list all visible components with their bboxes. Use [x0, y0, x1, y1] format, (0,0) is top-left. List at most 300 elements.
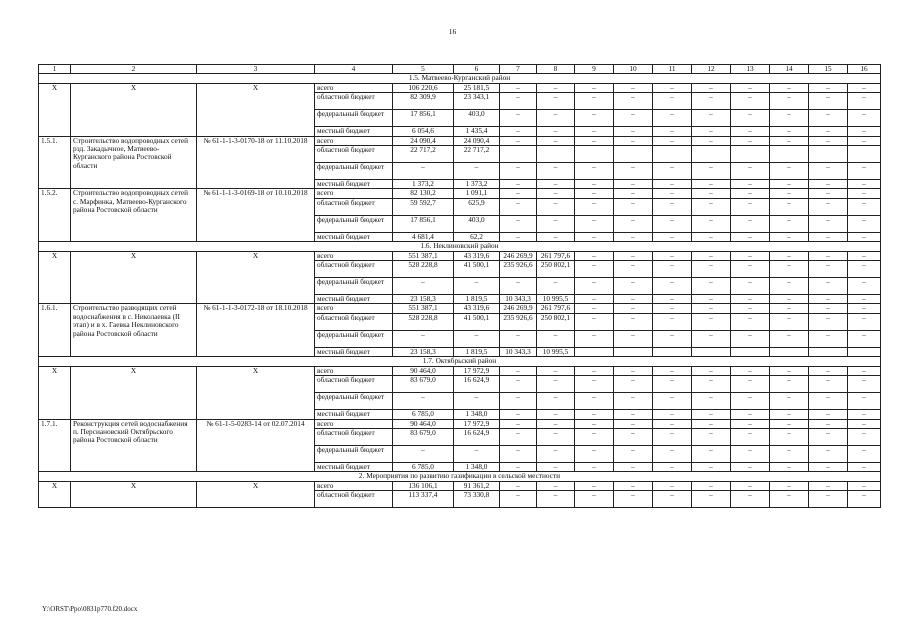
amount-cell: –	[614, 295, 653, 304]
column-number: 15	[809, 65, 848, 74]
amount-cell: –	[731, 232, 770, 241]
amount-cell: –	[770, 83, 809, 92]
amount-cell: –	[770, 110, 809, 127]
amount-cell: –	[692, 313, 731, 330]
amount-cell: 113 337,4	[393, 491, 454, 508]
amount-cell: –	[653, 163, 692, 180]
amount-cell: –	[614, 491, 653, 508]
amount-cell: –	[575, 189, 614, 198]
funding-source: всего	[315, 136, 393, 145]
amount-cell: 10 995,5	[537, 295, 575, 304]
amount-cell: 83 679,0	[393, 376, 454, 393]
amount-cell	[848, 347, 881, 356]
amount-cell: –	[731, 330, 770, 347]
amount-cell: –	[575, 410, 614, 419]
item-number: Х	[39, 481, 71, 507]
section-heading-row	[39, 74, 881, 83]
amount-cell: –	[848, 163, 881, 180]
amount-cell: –	[848, 232, 881, 241]
funding-source: федеральный бюджет	[315, 278, 393, 295]
amount-cell: –	[454, 278, 500, 295]
amount-cell: –	[848, 304, 881, 313]
column-number: 9	[575, 65, 614, 74]
table-row	[39, 481, 881, 490]
amount-cell: –	[731, 215, 770, 232]
amount-cell: –	[809, 261, 848, 278]
amount-cell: 6 054,6	[393, 127, 454, 136]
section-heading-row	[39, 242, 881, 251]
section-heading-row	[39, 357, 881, 366]
amount-cell: –	[731, 313, 770, 330]
amount-cell: –	[848, 180, 881, 189]
amount-cell: 528 228,8	[393, 313, 454, 330]
column-number: 12	[692, 65, 731, 74]
amount-cell: 23 158,3	[393, 347, 454, 356]
table-row	[39, 366, 881, 375]
amount-cell: –	[848, 445, 881, 462]
amount-cell: –	[731, 180, 770, 189]
amount-cell: –	[614, 278, 653, 295]
amount-cell: –	[575, 136, 614, 145]
amount-cell: –	[653, 215, 692, 232]
amount-cell: –	[614, 481, 653, 490]
amount-cell: –	[614, 462, 653, 471]
object-name: Х	[71, 251, 197, 304]
amount-cell: –	[809, 251, 848, 260]
amount-cell: –	[653, 330, 692, 347]
page-number: 16	[448, 27, 457, 36]
funding-source: местный бюджет	[315, 347, 393, 356]
amount-cell: –	[537, 180, 575, 189]
amount-cell: –	[692, 376, 731, 393]
amount-cell: –	[809, 304, 848, 313]
amount-cell: –	[692, 189, 731, 198]
amount-cell: –	[500, 127, 537, 136]
amount-cell: –	[731, 189, 770, 198]
amount-cell: –	[731, 462, 770, 471]
amount-cell: –	[393, 278, 454, 295]
amount-cell: –	[692, 232, 731, 241]
amount-cell: –	[653, 304, 692, 313]
amount-cell: –	[848, 110, 881, 127]
amount-cell: –	[454, 445, 500, 462]
amount-cell: 551 387,1	[393, 251, 454, 260]
amount-cell: –	[848, 330, 881, 347]
amount-cell: –	[731, 481, 770, 490]
amount-cell: –	[575, 278, 614, 295]
amount-cell: –	[770, 261, 809, 278]
amount-cell: 1 373,2	[454, 180, 500, 189]
amount-cell: 62,2	[454, 232, 500, 241]
amount-cell: –	[809, 232, 848, 241]
amount-cell: –	[809, 127, 848, 136]
amount-cell: –	[770, 491, 809, 508]
amount-cell: –	[770, 330, 809, 347]
expert-conclusion: Х	[197, 83, 315, 136]
amount-cell: –	[809, 278, 848, 295]
amount-cell: –	[848, 393, 881, 410]
amount-cell: –	[500, 428, 537, 445]
amount-cell: –	[614, 330, 653, 347]
funding-source: областной бюджет	[315, 376, 393, 393]
amount-cell: –	[537, 330, 575, 347]
amount-cell: 403,0	[454, 110, 500, 127]
column-number: 1	[39, 65, 71, 74]
amount-cell: –	[537, 376, 575, 393]
table-row	[39, 136, 881, 145]
amount-cell: –	[575, 419, 614, 428]
amount-cell: –	[537, 232, 575, 241]
amount-cell: –	[575, 215, 614, 232]
amount-cell: –	[770, 251, 809, 260]
column-number: 6	[454, 65, 500, 74]
amount-cell: –	[809, 163, 848, 180]
amount-cell: 250 802,1	[537, 261, 575, 278]
amount-cell: –	[848, 491, 881, 508]
amount-cell: 16 624,9	[454, 376, 500, 393]
item-number: Х	[39, 83, 71, 136]
amount-cell: –	[692, 366, 731, 375]
amount-cell: 10 343,3	[500, 295, 537, 304]
amount-cell: 83 679,0	[393, 428, 454, 445]
amount-cell: 25 181,5	[454, 83, 500, 92]
amount-cell: –	[575, 83, 614, 92]
amount-cell: –	[537, 462, 575, 471]
amount-cell: –	[848, 83, 881, 92]
amount-cell: –	[692, 127, 731, 136]
amount-cell: –	[692, 215, 731, 232]
amount-cell: –	[770, 366, 809, 375]
amount-cell: –	[614, 127, 653, 136]
amount-cell: –	[575, 313, 614, 330]
amount-cell: –	[731, 491, 770, 508]
funding-source: федеральный бюджет	[315, 445, 393, 462]
amount-cell: –	[537, 215, 575, 232]
amount-cell: –	[848, 428, 881, 445]
amount-cell: –	[848, 215, 881, 232]
table-row	[39, 419, 881, 428]
amount-cell: –	[770, 445, 809, 462]
amount-cell: –	[614, 445, 653, 462]
expert-conclusion: Х	[197, 366, 315, 419]
column-number: 4	[315, 65, 393, 74]
amount-cell: –	[500, 376, 537, 393]
amount-cell: –	[614, 93, 653, 110]
amount-cell: 1 348,0	[454, 410, 500, 419]
amount-cell: –	[692, 393, 731, 410]
column-number: 3	[197, 65, 315, 74]
amount-cell: –	[692, 163, 731, 180]
object-name: Строительство водопроводных сетей рзд. Закадычное, Матвеево-Курганского района Ростовской области	[71, 136, 197, 189]
funding-source: всего	[315, 366, 393, 375]
amount-cell: 90 464,0	[393, 419, 454, 428]
funding-source: местный бюджет	[315, 462, 393, 471]
amount-cell: –	[692, 419, 731, 428]
amount-cell	[614, 347, 653, 356]
amount-cell: –	[809, 180, 848, 189]
amount-cell: –	[575, 393, 614, 410]
amount-cell: –	[500, 491, 537, 508]
amount-cell: –	[731, 304, 770, 313]
amount-cell: –	[770, 410, 809, 419]
amount-cell: –	[848, 462, 881, 471]
table-row	[39, 304, 881, 313]
amount-cell: –	[731, 198, 770, 215]
amount-cell: –	[500, 198, 537, 215]
amount-cell: –	[653, 481, 692, 490]
amount-cell: –	[500, 215, 537, 232]
amount-cell: 528 228,8	[393, 261, 454, 278]
amount-cell: –	[653, 232, 692, 241]
amount-cell: –	[809, 110, 848, 127]
amount-cell: –	[692, 261, 731, 278]
amount-cell: –	[770, 180, 809, 189]
amount-cell: –	[575, 232, 614, 241]
funding-source: федеральный бюджет	[315, 163, 393, 180]
funding-source: областной бюджет	[315, 428, 393, 445]
amount-cell: –	[537, 481, 575, 490]
amount-cell: 10 343,3	[500, 347, 537, 356]
amount-cell: –	[537, 136, 575, 145]
amount-cell: –	[575, 251, 614, 260]
budget-table	[38, 64, 881, 508]
amount-cell: –	[770, 304, 809, 313]
amount-cell: –	[770, 198, 809, 215]
amount-cell: –	[537, 83, 575, 92]
amount-cell: –	[454, 330, 500, 347]
amount-cell: –	[809, 330, 848, 347]
amount-cell: –	[692, 428, 731, 445]
amount-cell: –	[653, 428, 692, 445]
amount-cell: 250 802,1	[537, 313, 575, 330]
amount-cell: –	[770, 215, 809, 232]
amount-cell: 59 592,7	[393, 198, 454, 215]
amount-cell: –	[770, 419, 809, 428]
amount-cell: –	[731, 136, 770, 145]
amount-cell: 1 373,2	[393, 180, 454, 189]
amount-cell: –	[537, 410, 575, 419]
amount-cell: –	[809, 393, 848, 410]
amount-cell: –	[575, 428, 614, 445]
amount-cell: –	[614, 261, 653, 278]
amount-cell: 235 926,6	[500, 313, 537, 330]
amount-cell: –	[500, 163, 537, 180]
item-number: 1.6.1.	[39, 304, 71, 357]
amount-cell: 82 130,2	[393, 189, 454, 198]
amount-cell: –	[454, 163, 500, 180]
amount-cell: –	[770, 93, 809, 110]
amount-cell: –	[575, 462, 614, 471]
amount-cell: 23 343,1	[454, 93, 500, 110]
amount-cell: –	[731, 419, 770, 428]
amount-cell: 246 269,9	[500, 251, 537, 260]
item-number: 1.5.2.	[39, 189, 71, 242]
amount-cell: 22 717,2	[393, 146, 454, 163]
amount-cell: –	[848, 93, 881, 110]
amount-cell: –	[848, 366, 881, 375]
amount-cell: –	[537, 189, 575, 198]
amount-cell: 24 090,4	[393, 136, 454, 145]
amount-cell: 403,0	[454, 215, 500, 232]
amount-cell: –	[809, 198, 848, 215]
amount-cell: –	[848, 189, 881, 198]
amount-cell: –	[731, 278, 770, 295]
amount-cell: –	[848, 313, 881, 330]
funding-source: местный бюджет	[315, 410, 393, 419]
amount-cell: –	[848, 410, 881, 419]
amount-cell: 551 387,1	[393, 304, 454, 313]
amount-cell: –	[537, 419, 575, 428]
amount-cell: –	[614, 215, 653, 232]
amount-cell: 246 269,9	[500, 304, 537, 313]
amount-cell: –	[614, 419, 653, 428]
amount-cell: –	[770, 428, 809, 445]
amount-cell: –	[393, 393, 454, 410]
amount-cell: –	[575, 481, 614, 490]
column-number-row	[39, 65, 881, 74]
amount-cell	[653, 146, 692, 163]
amount-cell: –	[500, 445, 537, 462]
funding-source: федеральный бюджет	[315, 330, 393, 347]
amount-cell: –	[809, 445, 848, 462]
amount-cell: –	[653, 376, 692, 393]
amount-cell: –	[653, 462, 692, 471]
amount-cell: 90 464,0	[393, 366, 454, 375]
amount-cell: –	[809, 462, 848, 471]
amount-cell: –	[809, 428, 848, 445]
amount-cell: –	[500, 189, 537, 198]
amount-cell: –	[848, 127, 881, 136]
amount-cell: –	[500, 481, 537, 490]
amount-cell: 17 856,1	[393, 110, 454, 127]
amount-cell: –	[575, 198, 614, 215]
amount-cell: –	[575, 330, 614, 347]
amount-cell: –	[614, 366, 653, 375]
amount-cell: –	[614, 163, 653, 180]
amount-cell: –	[848, 419, 881, 428]
amount-cell: –	[809, 376, 848, 393]
column-number: 13	[731, 65, 770, 74]
amount-cell: –	[614, 136, 653, 145]
amount-cell: –	[653, 410, 692, 419]
amount-cell	[692, 347, 731, 356]
amount-cell: –	[770, 393, 809, 410]
amount-cell: –	[614, 180, 653, 189]
amount-cell: –	[500, 419, 537, 428]
amount-cell: –	[575, 180, 614, 189]
amount-cell: –	[692, 295, 731, 304]
funding-source: федеральный бюджет	[315, 393, 393, 410]
amount-cell: –	[692, 491, 731, 508]
funding-source: всего	[315, 189, 393, 198]
amount-cell: –	[653, 261, 692, 278]
amount-cell: –	[809, 410, 848, 419]
amount-cell: –	[537, 393, 575, 410]
amount-cell: –	[770, 295, 809, 304]
amount-cell: –	[770, 232, 809, 241]
amount-cell: –	[537, 110, 575, 127]
amount-cell: –	[692, 410, 731, 419]
amount-cell: –	[770, 136, 809, 145]
amount-cell: –	[653, 251, 692, 260]
funding-source: местный бюджет	[315, 232, 393, 241]
amount-cell	[809, 146, 848, 163]
object-name: Х	[71, 83, 197, 136]
amount-cell: –	[575, 295, 614, 304]
amount-cell: 10 995,5	[537, 347, 575, 356]
amount-cell: –	[537, 93, 575, 110]
expert-conclusion: № 61-1-1-3-0169-18 от 10.10.2018	[197, 189, 315, 242]
amount-cell: –	[614, 304, 653, 313]
amount-cell: –	[848, 295, 881, 304]
object-name: Реконструкция сетей водоснабжения п. Персиановский Октябрьского района Ростовской области	[71, 419, 197, 472]
amount-cell: –	[731, 261, 770, 278]
amount-cell: 235 926,6	[500, 261, 537, 278]
amount-cell: –	[731, 376, 770, 393]
amount-cell: –	[575, 93, 614, 110]
amount-cell	[575, 347, 614, 356]
amount-cell: 1 819,5	[454, 347, 500, 356]
amount-cell: –	[614, 410, 653, 419]
amount-cell: –	[809, 491, 848, 508]
amount-cell: –	[848, 261, 881, 278]
amount-cell: 1 819,5	[454, 295, 500, 304]
amount-cell: 91 361,2	[454, 481, 500, 490]
amount-cell: –	[454, 393, 500, 410]
section-title: 1.7. Октябрьский район	[39, 357, 881, 366]
amount-cell: –	[770, 278, 809, 295]
amount-cell: –	[692, 330, 731, 347]
amount-cell: –	[809, 313, 848, 330]
amount-cell: –	[770, 481, 809, 490]
item-number: Х	[39, 251, 71, 304]
amount-cell: 1 348,0	[454, 462, 500, 471]
item-number: 1.5.1.	[39, 136, 71, 189]
amount-cell: –	[653, 366, 692, 375]
funding-source: всего	[315, 83, 393, 92]
amount-cell: –	[692, 462, 731, 471]
column-number: 14	[770, 65, 809, 74]
funding-source: областной бюджет	[315, 313, 393, 330]
expert-conclusion: Х	[197, 481, 315, 507]
amount-cell: –	[500, 180, 537, 189]
amount-cell: 73 330,8	[454, 491, 500, 508]
amount-cell: 82 309,9	[393, 93, 454, 110]
amount-cell: 136 106,1	[393, 481, 454, 490]
amount-cell: –	[809, 189, 848, 198]
amount-cell: 43 319,6	[454, 251, 500, 260]
object-name: Х	[71, 366, 197, 419]
amount-cell: –	[692, 180, 731, 189]
column-number: 11	[653, 65, 692, 74]
amount-cell: –	[614, 428, 653, 445]
amount-cell: –	[653, 198, 692, 215]
amount-cell: 106 220,6	[393, 83, 454, 92]
item-number: 1.7.1.	[39, 419, 71, 472]
funding-source: всего	[315, 481, 393, 490]
funding-source: федеральный бюджет	[315, 110, 393, 127]
funding-source: всего	[315, 419, 393, 428]
section-title: 1.5. Матвеево-Курганский район	[39, 74, 881, 83]
amount-cell: –	[731, 83, 770, 92]
amount-cell	[692, 146, 731, 163]
amount-cell: –	[731, 410, 770, 419]
amount-cell: 41 500,1	[454, 313, 500, 330]
amount-cell: –	[537, 366, 575, 375]
amount-cell: –	[731, 110, 770, 127]
amount-cell	[770, 347, 809, 356]
amount-cell: –	[537, 127, 575, 136]
